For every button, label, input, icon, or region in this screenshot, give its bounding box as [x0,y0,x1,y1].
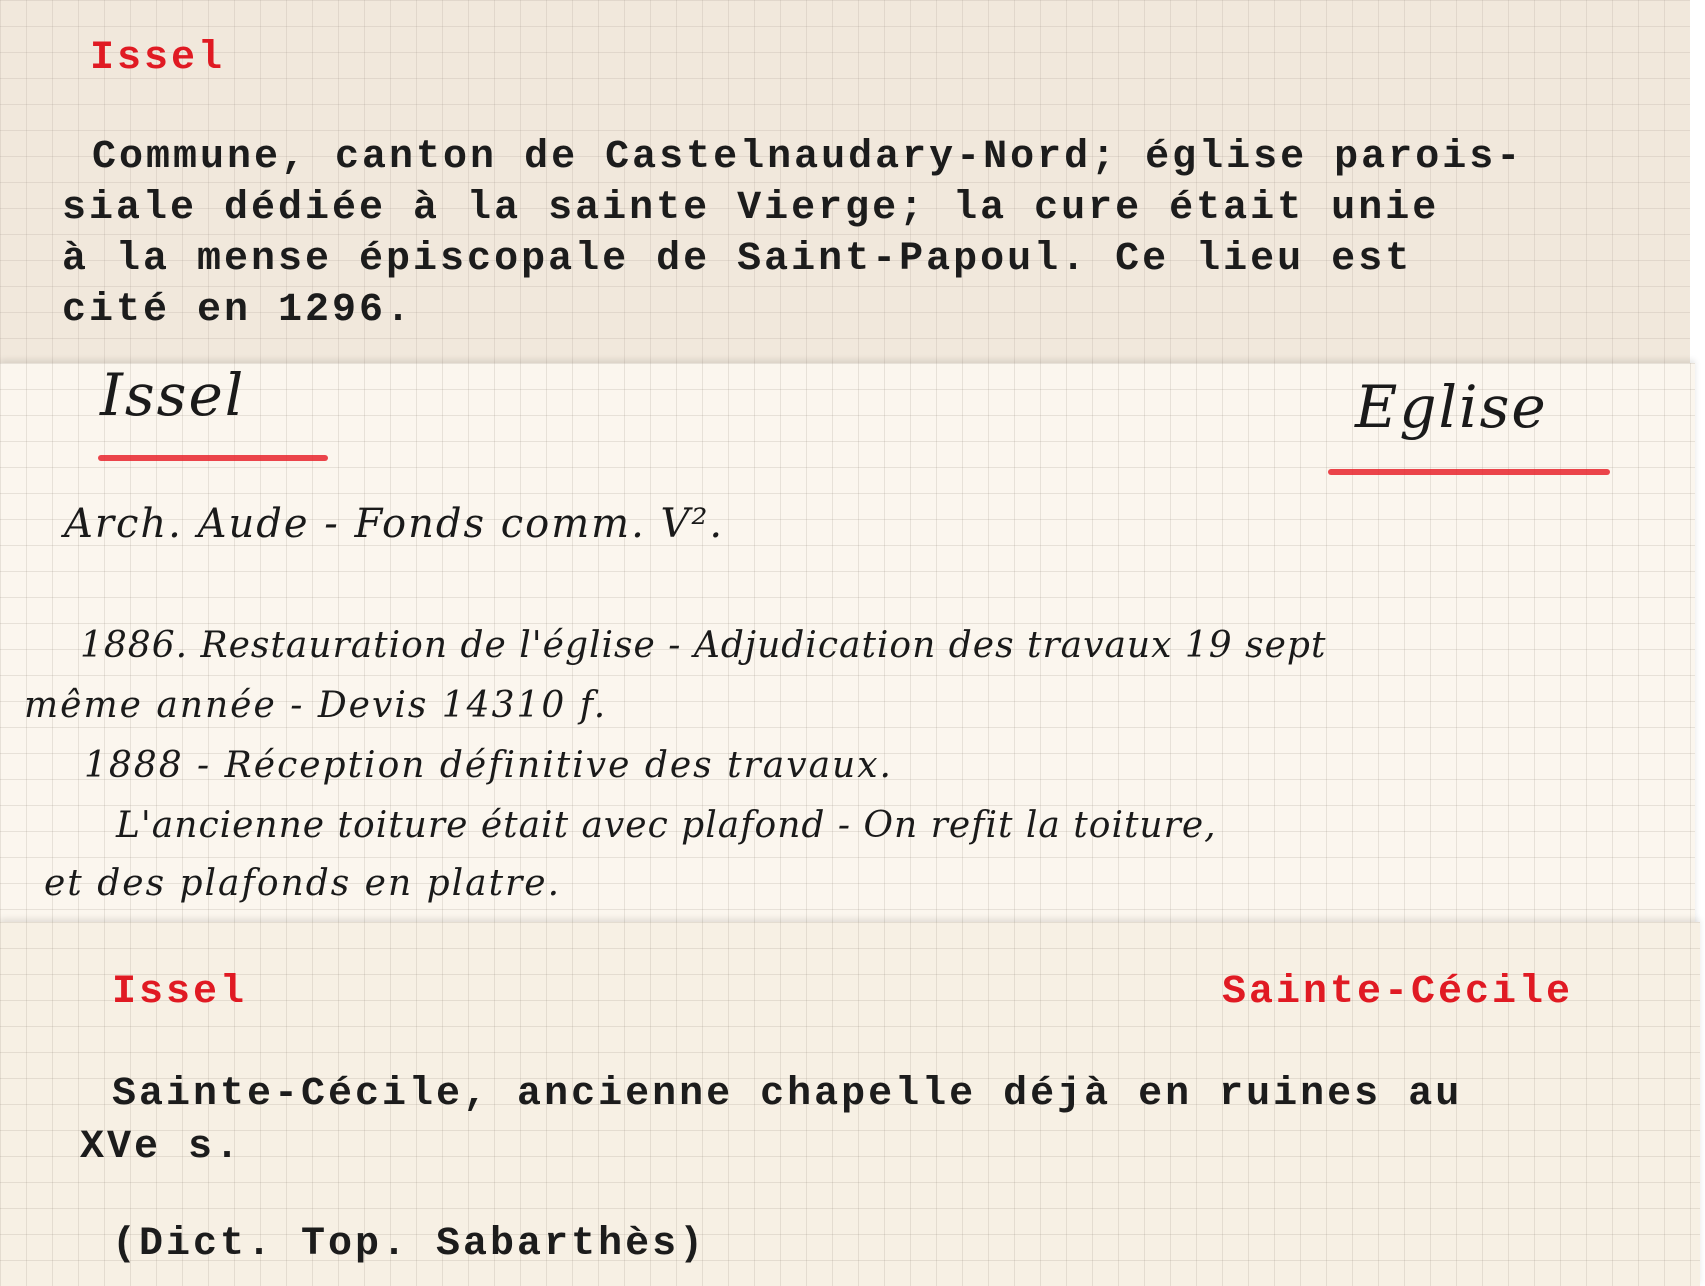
card2-line-4: L'ancienne toiture était avec plafond - On refit la toiture, [116,805,1217,846]
card3-reference: (Dict. Top. Sabarthès) [112,1222,707,1267]
card1-line-3: à la mense épiscopale de Saint-Papoul. Ce lieu est [62,237,1413,282]
card2-line-5: et des plafonds en platre. [44,863,562,904]
card3-line-1: Sainte-Cécile, ancienne chapelle déjà en ruines au [112,1072,1463,1117]
card2-place-heading: Issel [100,361,246,429]
card1-line-2: siale dédiée à la sainte Vierge; la cure était unie [62,186,1440,231]
card2-place-underline [98,455,328,461]
card-issel-eglise [0,363,1695,928]
card3-line-2: XVe s. [80,1125,243,1170]
card3-subject-heading: Sainte-Cécile [1222,970,1574,1015]
card-issel-sainte-cecile [0,922,1700,1286]
card1-place-heading: Issel [90,36,226,81]
card2-subject-underline [1328,469,1610,475]
card1-line-1: Commune, canton de Castelnaudary-Nord; église parois- [92,135,1524,180]
card-issel-commune [0,0,1690,365]
card2-source: Arch. Aude - Fonds comm. V². [64,501,725,547]
card2-line-3: 1888 - Réception définitive des travaux. [84,745,893,786]
card1-line-4: cité en 1296. [62,288,414,333]
card2-line-2: même année - Devis 14310 f. [24,685,608,726]
card3-place-heading: Issel [112,970,248,1015]
card2-subject-heading: Eglise [1355,373,1548,441]
card2-line-1: 1886. Restauration de l'église - Adjudication des travaux 19 sept [80,625,1327,666]
